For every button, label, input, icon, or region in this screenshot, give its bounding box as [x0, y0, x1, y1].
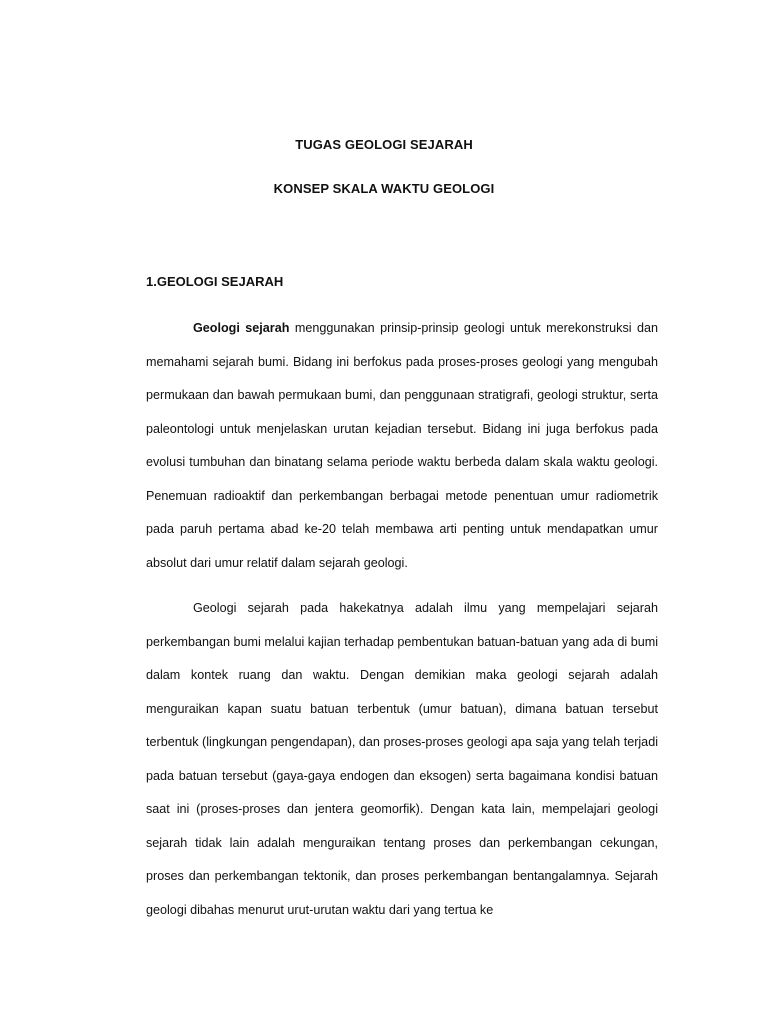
paragraph-2: Geologi sejarah pada hakekatnya adalah ilmu yang mempelajari sejarah perkembangan bumi melalui kajian terhadap pembentukan batuan-batuan yang ada di bumi dalam kontek ruang dan waktu. Dengan demikian maka geologi sejarah adalah menguraikan kapan suatu batuan terbentuk (umur batuan), dimana batuan tersebut terbentuk (lingkungan pengendapan), dan proses-proses geologi apa saja yang telah terjadi pada batuan tersebut (gaya-gaya endogen dan eksogen) serta bagaimana kondisi batuan saat ini (proses-proses dan jentera geomorfik). Dengan kata lain, mempelajari geologi sejarah tidak lain adalah menguraikan tentang proses dan perkembangan cekungan, proses dan perkembangan tektonik, dan proses perkembangan bentangalamnya. Sejarah geologi dibahas menurut urut-urutan waktu dari yang tertua ke [146, 601, 658, 917]
paragraph-1 [146, 312, 658, 580]
document-subtitle: KONSEP SKALA WAKTU GEOLOGI [273, 181, 495, 196]
paragraph-1-term: Geologi sejarah [193, 321, 290, 335]
section-heading: 1.GEOLOGI SEJARAH [146, 274, 284, 289]
paragraph-1-text: menggunakan prinsip-prinsip geologi untuk merekonstruksi dan memahami sejarah bumi. Bidang ini berfokus pada proses-proses geologi yang mengubah permukaan dan bawah permukaan bumi, dan penggunaan stratigrafi, geologi struktur, serta paleontologi untuk menjelaskan urutan kejadian tersebut. Bidang ini juga berfokus pada evolusi tumbuhan dan binatang selama periode waktu berbeda dalam skala waktu geologi. Penemuan radioaktif dan perkembangan berbagai metode penentuan umur radiometrik pada paruh pertama abad ke-20 telah membawa arti penting untuk mendapatkan umur absolut dari umur relatif dalam sejarah geologi. [146, 321, 659, 570]
document-title: TUGAS GEOLOGI SEJARAH [295, 137, 473, 152]
